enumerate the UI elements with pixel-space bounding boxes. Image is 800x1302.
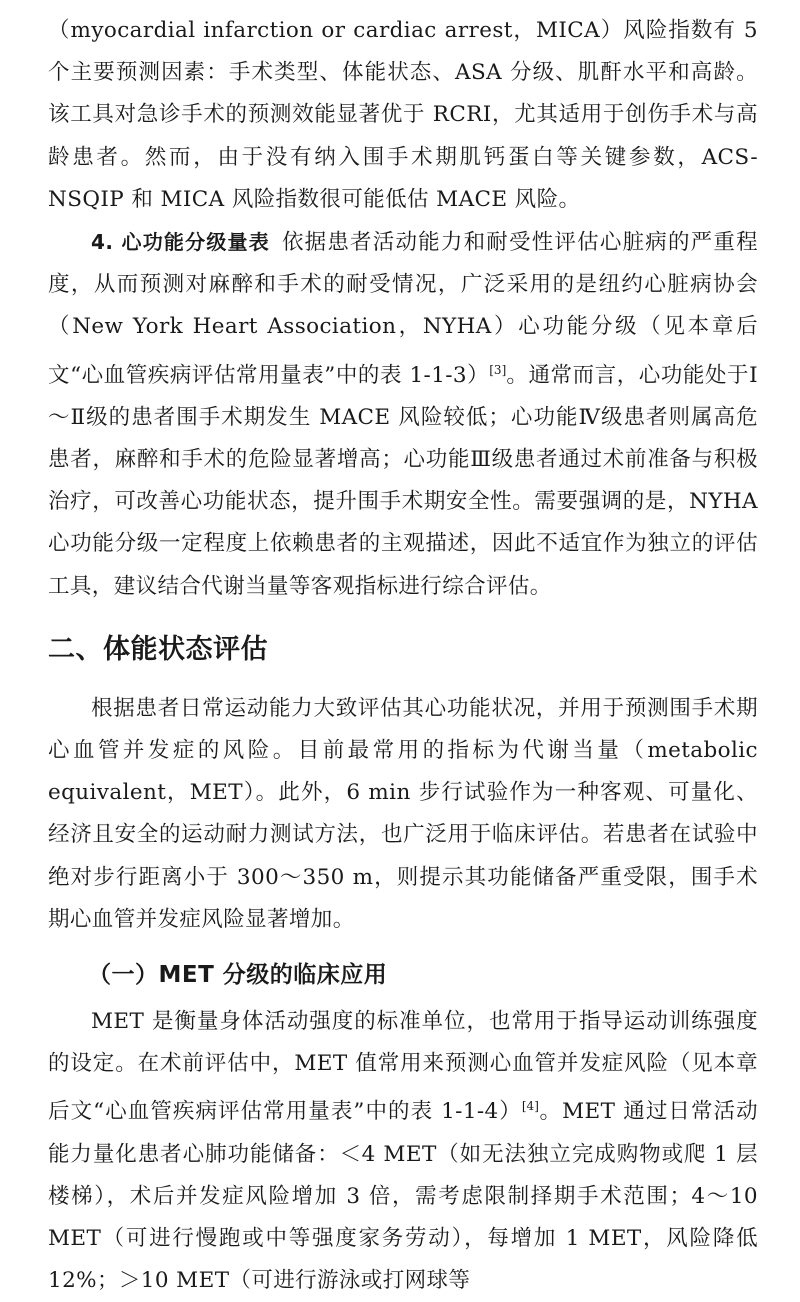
citation-reference: [4] xyxy=(521,1099,539,1114)
citation-reference: [3] xyxy=(489,362,507,377)
paragraph-mica-index: （myocardial infarction or cardiac arrest，MICA）风险指数有 5 个主要预测因素：手术类型、体能状态、ASA 分级、肌酐水平和高龄。该工具对急诊手术的预测效能显著优于 RCRI，尤其适用于创伤手术与高龄患者。然而，由于没有纳入围手术期肌钙蛋白等关键参数，ACS-NSQIP 和 MICA 风险指数很可能低估 MACE 风险。 xyxy=(48,18,758,212)
subsection-heading: （一）MET 分级的临床应用 xyxy=(88,962,388,989)
section-heading: 二、体能状态评估 xyxy=(48,633,268,665)
runin-heading-nyha: 4. 心功能分级量表 xyxy=(91,230,270,255)
paragraph-functional-status: 根据患者日常运动能力大致评估其心功能状况，并用于预测围手术期心血管并发症的风险。目前最常用的指标为代谢当量（metabolic equivalent，MET）。此外，6 min 步行试验作为一种客观、可量化、经济且安全的运动耐力测试方法，也广泛用于临床评估。若患者在试验中绝对步行距离小于 300～350 m，则提示其功能储备严重受限，围手术期心血管并发症风险显著增加。 xyxy=(48,695,758,932)
paragraph-text: MET 是衡量身体活动强度的标准单位，也常用于指导运动训练强度的设定。在术前评估中，MET 值常用来预测心血管并发症风险（见本章后文“心血管疾病评估常用量表”中的表 1-1-4） xyxy=(48,1009,758,1125)
paragraph-nyha-classification xyxy=(48,221,758,608)
paragraph-met-application xyxy=(48,1001,758,1302)
paragraph-text: 依据患者活动能力和耐受性评估心脏病的严重程度，从而预测对麻醉和手术的耐受情况，广泛采用的是纽约心脏病协会（New York Heart Association，NYHA）心功能分级（见本章后文“心血管疾病评估常用量表”中的表 1-1-3） xyxy=(48,230,758,388)
paragraph-text: 。通常而言，心功能处于Ⅰ～Ⅱ级的患者围手术期发生 MACE 风险较低；心功能Ⅳ级患者则属高危患者，麻醉和手术的危险显著增高；心功能Ⅲ级患者通过术前准备与积极治疗，可改善心功能状态，提升围手术期安全性。需要强调的是，NYHA 心功能分级一定程度上依赖患者的主观描述，因此不适宜作为独立的评估工具，建议结合代谢当量等客观指标进行综合评估。 xyxy=(48,362,758,599)
document-page xyxy=(48,0,758,1302)
paragraph-text: 。MET 通过日常活动能力量化患者心肺功能储备：＜4 MET（如无法独立完成购物或爬 1 层楼梯），术后并发症风险增加 3 倍，需考虑限制择期手术范围；4～10 MET（可进行慢跑或中等强度家务劳动），每增加 1 MET，风险降低 12%；＞10 MET（可进行游泳或打网球等 xyxy=(48,1099,758,1294)
